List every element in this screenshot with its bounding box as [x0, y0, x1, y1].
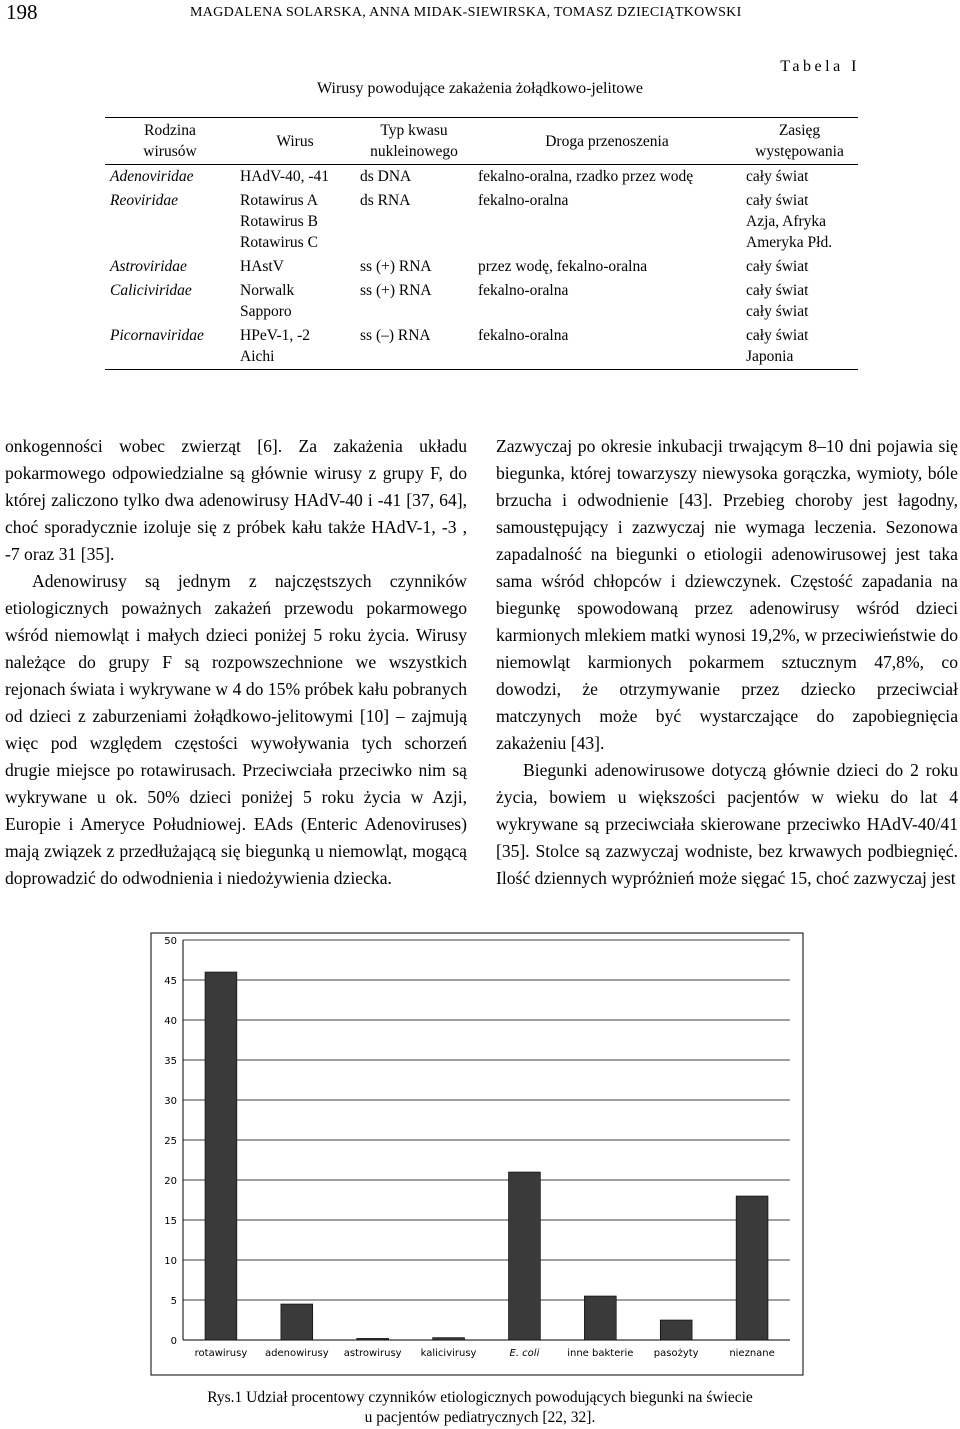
- cell-virus: Norwalk Sapporo: [240, 282, 295, 320]
- bar: [205, 972, 237, 1340]
- cell-route: fekalno-oralna: [478, 282, 569, 299]
- col-header-acid: Typ kwasu nukleinowego: [355, 118, 473, 165]
- cell-route: fekalno-oralna, rzadko przez wodę: [478, 168, 694, 185]
- y-tick-label: 25: [164, 1136, 177, 1147]
- cell-virus: HPeV-1, -2 Aichi: [235, 324, 355, 370]
- bar: [660, 1320, 692, 1340]
- x-tick-label: kalicivirusy: [420, 1348, 477, 1359]
- cell-acid: ss (+) RNA: [360, 282, 432, 299]
- cell-family: Reoviridae: [110, 192, 179, 209]
- left-column: [5, 433, 467, 892]
- col-header-virus: Wirus: [235, 118, 355, 165]
- bar: [281, 1304, 313, 1340]
- x-tick-label: pasożyty: [653, 1348, 699, 1359]
- x-tick-label: rotawirusy: [194, 1348, 248, 1359]
- chart-frame-border: [151, 933, 803, 1375]
- paragraph: onkogenności wobec zwierząt [6]. Za zakażenia układu pokarmowego odpowiedzialne są głównie wirusy z grupy F, do której zaliczono tylko dwa adenowirusy HAdV-40 i -41 [37, 64], choć sporadycznie izoluje się z próbek kału także HAdV-1, -3 , -7 oraz 31 [35].: [5, 436, 467, 564]
- cell-acid: ds DNA: [360, 168, 412, 185]
- caption-line-1: Rys.1 Udział procentowy czynników etiologicznych powodujących biegunki na świecie: [207, 1389, 753, 1406]
- col-header-route: Droga przenoszenia: [473, 118, 741, 165]
- cell-route: przez wodę, fekalno-oralna: [478, 258, 648, 275]
- x-tick-label: inne bakterie: [567, 1348, 634, 1359]
- bar: [357, 1338, 389, 1340]
- x-tick-label: E. coli: [509, 1348, 540, 1359]
- y-tick-label: 5: [170, 1296, 177, 1307]
- y-tick-label: 40: [164, 1016, 177, 1027]
- cell-route: fekalno-oralna: [473, 324, 741, 370]
- cell-virus: HAdV-40, -41: [240, 168, 329, 185]
- table-title: Wirusy powodujące zakażenia żołądkowo-jelitowe: [317, 80, 643, 97]
- table-row: [105, 189, 858, 255]
- cell-acid: ds RNA: [360, 192, 411, 209]
- cell-acid: ss (–) RNA: [355, 324, 473, 370]
- virus-table: [105, 117, 858, 370]
- bar-chart: [150, 932, 804, 1376]
- bar: [433, 1338, 465, 1340]
- cell-route: fekalno-oralna: [478, 192, 569, 209]
- cell-range: cały świat: [746, 168, 809, 185]
- caption-line-2: u pacjentów pediatrycznych [22, 32].: [364, 1409, 596, 1426]
- table-row: [105, 279, 858, 324]
- cell-family: Caliciviridae: [110, 282, 192, 299]
- paragraph: Biegunki adenowirusowe dotyczą głównie dzieci do 2 roku życia, bowiem u większości pacjentów w wieku do lat 4 wykrywane są przeciwciała skierowane przeciwko HAdV-40/41 [35]. Stolce są zazwyczaj wodniste, bez krwawych podbiegnięć. Ilość dziennych wypróżnień może sięgać 15, choć zazwyczaj jest: [496, 760, 958, 888]
- y-tick-label: 15: [164, 1216, 177, 1227]
- cell-family: Astroviridae: [110, 258, 187, 275]
- bar-chart-svg: [150, 932, 804, 1376]
- running-header: MAGDALENA SOLARSKA, ANNA MIDAK-SIEWIRSKA, TOMASZ DZIECIĄTKOWSKI: [190, 5, 742, 20]
- figure-caption: [0, 1388, 960, 1428]
- table-row: [105, 324, 858, 370]
- cell-family: Adenoviridae: [110, 168, 194, 185]
- paragraph: Adenowirusy są jednym z najczęstszych czynników etiologicznych poważnych zakażeń przewodu pokarmowego wśród niemowląt i małych dzieci poniżej 5 roku życia. Wirusy należące do grupy F są rozpowszechnione we wszystkich rejonach świata i wykrywane w 4 do 15% próbek kału pobranych od dzieci z zaburzeniami żołądkowo-jelitowymi [10] – zajmują więc pod względem częstości wywoływania tych schorzeń drugie miejsce po rotawirusach. Przeciwciała przeciwko nim są wykrywane u ok. 50% dzieci poniżej 5 roku życia w Azji, Europie i Ameryce Południowej. EAds (Enteric Adenoviruses) mają związek z przedłużającą się biegunką u niemowląt, mogącą doprowadzić do odwodnienia i niedożywienia dziecka.: [5, 571, 467, 888]
- table-row: [105, 255, 858, 279]
- table-label: Tabela I: [780, 58, 860, 75]
- col-header-family: Rodzina wirusów: [105, 118, 235, 165]
- cell-range: cały świat: [746, 258, 809, 275]
- y-tick-label: 35: [164, 1056, 177, 1067]
- col-header-range: Zasięg występowania: [741, 118, 858, 165]
- y-tick-label: 50: [164, 936, 177, 947]
- bar: [736, 1196, 768, 1340]
- bar: [509, 1172, 541, 1340]
- y-tick-label: 0: [170, 1336, 177, 1347]
- cell-range: cały świat Japonia: [741, 324, 858, 370]
- y-tick-label: 30: [164, 1096, 177, 1107]
- x-tick-label: nieznane: [729, 1348, 775, 1359]
- paragraph: Zazwyczaj po okresie inkubacji trwającym 8–10 dni pojawia się biegunka, której towarzyszy niewysoka gorączka, wymioty, bóle brzucha i odwodnienie [43]. Przebieg choroby jest łagodny, samoustępujący i zazwyczaj nie wymaga leczenia. Sezonowa zapadalność na biegunki o etiologii adenowirusowej jest taka sama wśród chłopców i dziewczynek. Częstość zapadania na biegunkę spowodowaną przez adenowirusy wśród dzieci karmionych mlekiem matki wynosi 19,2%, w przeciwieństwie do niemowląt karmionych pokarmem sztucznym 47,8%, co dowodzi, że otrzymywanie przez dziecko przeciwciał matczynych może być wystarczające do zapobiegnięcia zakażeniu [43].: [496, 436, 958, 753]
- y-tick-label: 10: [164, 1256, 177, 1267]
- right-column: [496, 433, 958, 892]
- page-number: 198: [6, 0, 38, 24]
- table-row: [105, 165, 858, 190]
- cell-family: Picornaviridae: [105, 324, 235, 370]
- x-tick-label: adenowirusy: [265, 1348, 329, 1359]
- cell-acid: ss (+) RNA: [360, 258, 432, 275]
- cell-virus: HAstV: [240, 258, 284, 275]
- cell-virus: Rotawirus A Rotawirus B Rotawirus C: [240, 192, 318, 251]
- x-tick-label: astrowirusy: [343, 1348, 402, 1359]
- bar: [584, 1296, 616, 1340]
- y-tick-label: 20: [164, 1176, 177, 1187]
- cell-range: cały świat Azja, Afryka Ameryka Płd.: [746, 192, 833, 251]
- y-tick-label: 45: [164, 976, 177, 987]
- table-header-row: [105, 118, 858, 165]
- cell-range: cały świat cały świat: [746, 282, 809, 320]
